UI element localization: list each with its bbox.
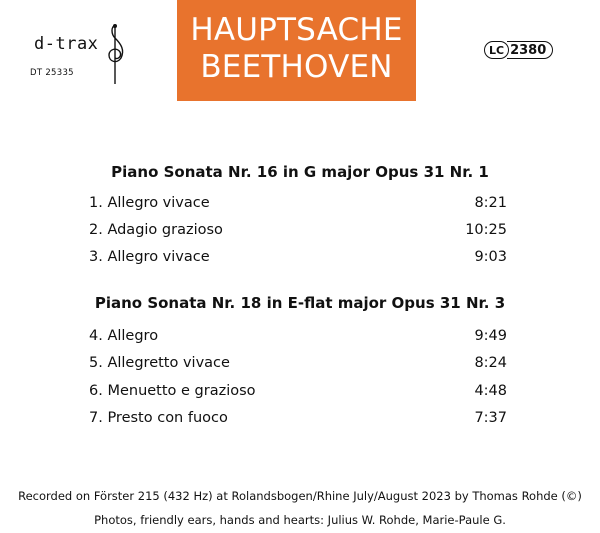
album-title-line1: HAUPTSACHE — [190, 12, 403, 48]
track-title: 2. Adagio grazioso — [89, 222, 223, 238]
photo-credit: Photos, friendly ears, hands and hearts: Julius W. Rohde, Marie-Paule G. — [94, 513, 506, 527]
track-title: 6. Menuetto e grazioso — [89, 383, 256, 399]
work-heading: Piano Sonata Nr. 18 in E-flat major Opus 31 Nr. 3 — [94, 294, 506, 312]
track-title: 1. Allegro vivace — [89, 195, 210, 211]
track-title: 3. Allegro vivace — [89, 249, 210, 265]
label-code — [484, 40, 553, 60]
track-title: 5. Allegretto vivace — [89, 355, 230, 371]
track-title: 7. Presto con fuoco — [89, 410, 228, 426]
treble-clef-icon — [103, 22, 129, 86]
track-duration: 9:49 — [474, 328, 507, 344]
lc-prefix: LC — [484, 41, 509, 59]
track-duration: 10:25 — [465, 222, 507, 238]
recording-credit: Recorded on Förster 215 (432 Hz) at Rolandsbogen/Rhine July/August 2023 by Thomas Rohde (©) — [18, 489, 582, 503]
label-logo — [30, 18, 140, 88]
label-brand: d-trax — [34, 34, 99, 54]
lc-number: 2380 — [507, 41, 553, 59]
catalog-number: DT 25335 — [30, 68, 74, 78]
track-duration: 7:37 — [474, 410, 507, 426]
work-heading: Piano Sonata Nr. 16 in G major Opus 31 Nr. 1 — [111, 163, 489, 181]
album-title-line2: BEETHOVEN — [200, 49, 393, 85]
track-duration: 9:03 — [474, 249, 507, 265]
track-title: 4. Allegro — [89, 328, 159, 344]
track-duration: 8:21 — [474, 195, 507, 211]
album-title-box — [177, 0, 416, 101]
track-duration: 8:24 — [474, 355, 507, 371]
track-duration: 4:48 — [474, 383, 507, 399]
